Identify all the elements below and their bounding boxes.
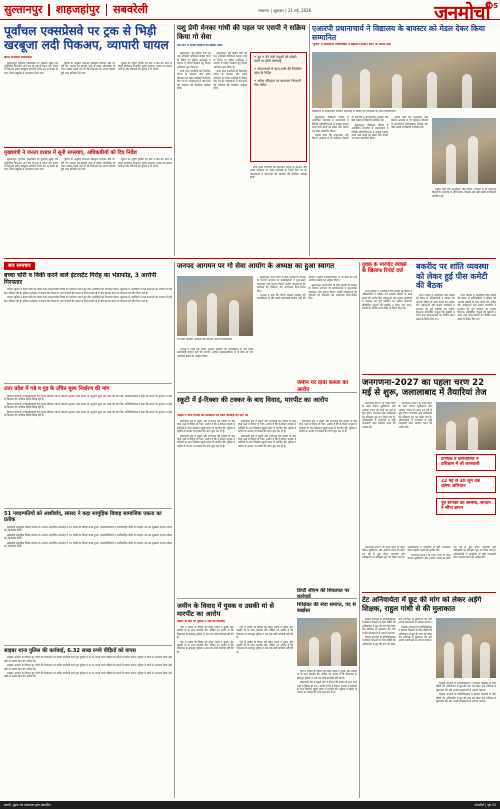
paragraph: सुल्तानपुर। पूर्वांचल एक्सप्रेसवे पर शुक्रवार सुबह एक अनियंत्रित पिकअप आगे चल रहे ट्रक से टकरा गई। हादसे में पिकअप सवार खरबूजा व्यापारी गंभीर रूप से घायल हो गया, जिसे एम्बुलेंस से अस्पताल भेजा गया। [4, 61, 58, 75]
highlight-box [436, 454, 496, 471]
story-body [4, 656, 172, 774]
headline: पशु प्रेमी मेनका गांधी की पहल पर एसपी ने सक्रिय किया गो सेवा [177, 24, 306, 41]
pullquote: • दूध न देने वाले पशुओं को छोड़ने वालों पर होगी कार्रवाई [254, 55, 303, 64]
person-figure [207, 293, 217, 336]
person-figure [468, 417, 478, 450]
highlight-box [436, 476, 496, 493]
paragraph: मुख्यमंत्री सामूहिक विवाह योजना के अंतर्गत आयोजित समारोह में 51 जोड़ों का विवाह संपन्न हुआ। जनप्रतिनिधियों ने नवविवाहित जोड़ों को उपहार भेंट कर सुखमय दांपत्य जीवन का आशीर्वाद दिया। [4, 533, 172, 541]
person-figure [229, 300, 239, 336]
divider [362, 592, 496, 593]
column-rule [174, 262, 175, 798]
pullquote: • अवैध परिवहन पर थानावार निगरानी टीम गठित [254, 79, 303, 88]
headline: शिक्षिका की सेवा समाप्त, पद से बर्खास्त [297, 602, 356, 614]
headline: एआरपी प्रधानाचार्य ने विद्यालय के बावस्टर को मेडल देकर किया सम्मानित [312, 24, 485, 42]
city-label: शाहजहांपुर [55, 3, 100, 16]
story-body [177, 348, 253, 378]
paragraph: पुलिस के अनुसार पिकअप खरबूजा लादकर मंडी जा रही थी। चालक को झपकी आने से वाहन अनियंत्रित हो गया। टक्कर इतनी तेज थी कि पिकअप का अगला हिस्सा बुरी तरह क्षतिग्रस्त हो गया। [61, 158, 115, 172]
paragraph: जनपद पुलिस ने बच्चा चोरी कर बेचने वाले अंतरराज्यीय गिरोह का पर्दाफाश करते हुए तीन आरोपियों को गिरफ्तार किया। पूछताछ में आरोपियों ने कई घटनाओं को अंजाम देने की बात स्वीकार की है। पुलिस अधीक्षक ने बताया कि गिरोह के अन्य सदस्यों की तलाश में टीमें लगाई गई हैं और बरामद बच्चे को परिजनों को सौंप दिया गया है। [4, 288, 172, 295]
subhead: दस दिन में गोवंश संरक्षण का खाका तैयार [177, 44, 223, 47]
photo-caption: गो सेवा आयोग अध्यक्ष का स्वागत करते पदाधिकारी [177, 338, 233, 341]
story-top-middle [177, 24, 307, 256]
headline: जमीन पर दावा कब्जा का आरोप [297, 380, 349, 393]
masthead-cities [4, 2, 148, 17]
headline: 51 नवदम्पतियों को आशीर्वाद, सांसद ने कहा सामूहिक विवाह सामाजिक एकता का प्रतीक [4, 508, 172, 524]
paragraph: उन्होंने कहा कि अनुशासन और निरंतर अभ्यास से ही सफलता मिलती है। समारोह में अभिभावक, शिक्षक और बड़ी संख्या में विद्यार्थी उपस्थित रहे। [391, 116, 428, 130]
paragraph: जनगणना-2027 के प्रथम चरण के तहत मकान सूचीकरण और आवास गणना का कार्य 22 मई से शुरू होगा। प्रगणकों और पर्यवेक्षकों का प्रशिक्षण पूरा कर लिया गया है। अधिकारियों ने नागरिकों से सही जानकारी देकर सहयोग करने की अपील की। [362, 546, 451, 560]
paragraph: गांव में जमीन के विवाद को लेकर दबंगों ने युवक और उसकी मां के साथ मारपीट की। पीड़ित का आरोप है कि शिकायत के बावजूद पुलिस ने अब तक कोई कार्रवाई नहीं की है। [297, 670, 357, 680]
divider [362, 374, 496, 375]
story-body [4, 395, 172, 505]
city-label: सुल्तानपुर [4, 3, 43, 16]
column-rule [174, 24, 175, 256]
story-body [4, 62, 172, 144]
paragraph: सुल्तानपुर। विद्यालय परिसर में आयोजित समारोह में प्रधानाचार्य ने विभिन्न प्रतियोगिताओं में उत्कृष्ट प्रदर्शन करने वाले छात्रों को मेडल और प्रमाण पत्र देकर सम्मानित किया। [351, 123, 389, 141]
page-number: 05 [488, 2, 498, 10]
paragraph: कोतवाली क्षेत्र में स्कूटी और ई-रिक्शा की टक्कर के बाद दोनों पक्षों में विवाद हो गया। आरोप है कि ई-रिक्शा चालक ने साथियों के साथ मिलकर स्कूटी सवार से मारपीट की। पुलिस ने तहरीर के आधार पर मामले की जांच शुरू कर दी है। [177, 434, 235, 448]
paragraph: कोतवाली क्षेत्र में स्कूटी और ई-रिक्शा की टक्कर के बाद दोनों पक्षों में विवाद हो गया। आरोप है कि ई-रिक्शा चालक ने साथियों के साथ मिलकर स्कूटी सवार से मारपीट की। पुलिस ने तहरीर के आधार पर मामले की जांच शुरू कर दी है। [299, 420, 357, 434]
story-body [4, 526, 172, 642]
person-figure [427, 72, 437, 108]
subhead: 'चुनाव' में वाॅलिंटियर गतिविधियों में बेहतरीन प्रदर्शन करने पर अर्पित सिंह [312, 43, 391, 46]
paragraph: शिक्षक संगठनों के प्रतिनिधिमंडल ने सेवारत शिक्षकों के लिए टीईटी की अनिवार्यता में छूट की मांग को लेकर नेता प्रतिपक्ष से मुलाकात की और अपनी समस्याओं से अवगत कराया। [362, 618, 396, 635]
story-body [4, 288, 172, 380]
paragraph: सुल्तानपुर। विद्यालय परिसर में आयोजित समारोह में प्रधानाचार्य ने विभिन्न प्रतियोगिताओं में उत्कृष्ट प्रदर्शन करने वाले छात्रों को मेडल और प्रमाण पत्र देकर सम्मानित किया। [312, 116, 349, 133]
paragraph: सूचना पर पहुंची यूपीडा की टीम ने क्रेन की मदद से वाहन हटवाकर यातायात सुचारु कराया। घायल का इलाज जारी है और परिजनों को सूचना दे दी गई है। [118, 61, 172, 72]
story-body [416, 294, 496, 370]
paragraph: सभी थाना प्रभारियों को निराश्रित गोवंश के संरक्षण और अवैध परिवहन पर सख्त कार्रवाई के निर्देश दिए गए हैं। गोशालाओं में चारे-पानी की व्यवस्था की नियमित समीक्षा होगी। [213, 70, 247, 91]
paragraph: शिक्षक संगठनों के प्रतिनिधिमंडल ने सेवारत शिक्षकों के लिए टीईटी की अनिवार्यता में छूट की मांग को लेकर नेता प्रतिपक्ष से मुलाकात की और अपनी समस्याओं से अवगत कराया। [436, 682, 496, 692]
paragraph: जनगणना-2027 के प्रथम चरण के तहत मकान सूचीकरण और आवास गणना का कार्य 22 मई से शुरू होगा। प्रगणकों और पर्यवेक्षकों का प्रशिक्षण पूरा कर लिया गया है। अधिकारियों ने नागरिकों से सही जानकारी देकर सहयोग करने की अपील की। [398, 402, 432, 429]
person-figure [309, 637, 319, 666]
divider [177, 598, 357, 599]
kicker: तहरीर के बाद भी पुलिस ने नहीं की कार्रवाई [177, 620, 225, 623]
person-figure [446, 144, 456, 184]
kicker: युवक के मारपीट व्यक्ति के खिलाफ रिपोर्ट दर्ज [362, 262, 407, 275]
paragraph: जनगणना-2027 के प्रथम चरण के तहत मकान सूचीकरण और आवास गणना का कार्य 22 मई से शुरू होगा। प्रगणकों और पर्यवेक्षकों का प्रशिक्षण पूरा कर लिया गया है। अधिकारियों ने नागरिकों से सही जानकारी देकर सहयोग करने की अपील की। [362, 402, 396, 429]
person-figure [462, 74, 472, 108]
paragraph: जनपद पुलिस ने बच्चा चोरी कर बेचने वाले अंतरराज्यीय गिरोह का पर्दाफाश करते हुए तीन आरोपियों को गिरफ्तार किया। पूछताछ में आरोपियों ने कई घटनाओं को अंजाम देने की बात स्वीकार की है। पुलिस अधीक्षक ने बताया कि गिरोह के अन्य सदस्यों की तलाश में टीमें लगाई गई हैं और बरामद बच्चे को परिजनों को सौंप दिया गया है। [4, 296, 172, 303]
kicker: पीड़ित ने थाना प्रभारी को शिकायत पत्र देकर कार्रवाई की मांग की [177, 414, 249, 417]
story-body [436, 682, 496, 798]
column-rule [359, 262, 360, 798]
headline: स्कूटी में ई-रिक्शा की टक्कर के बाद विवाद, मारपीट का आरोप [177, 396, 328, 404]
story-mid-right [362, 262, 496, 798]
paragraph: शिक्षक संगठनों के प्रतिनिधिमंडल ने सेवारत शिक्षकों के लिए टीईटी की अनिवार्यता में छूट की मांग को लेकर नेता प्रतिपक्ष से मुलाकात की और अपनी समस्याओं से अवगत कराया। [398, 625, 432, 643]
paragraph: साइबर अपराध के शिकार हुए लोगों की शिकायत पर त्वरित कार्रवाई करते हुए पुलिस ने 6.32 लाख रुपये पीड़ितों के खातों में वापस कराए। पुलिस ने लोगों से अनजान लिंक और कॉल से सतर्क रहने की अपील की। [4, 656, 172, 663]
paragraph: उन्होंने कहा कि अनुशासन और निरंतर अभ्यास से ही सफलता मिलती है। समारोह में अभिभावक, शिक्षक और बड़ी संख्या में विद्यार्थी उपस्थित रहे। [432, 188, 496, 198]
person-figure [468, 136, 478, 184]
paragraph: पुलिस के अनुसार पिकअप खरबूजा लादकर मंडी जा रही थी। चालक को झपकी आने से वाहन अनियंत्रित हो गया। टक्कर इतनी तेज थी कि पिकअप का अगला हिस्सा बुरी तरह क्षतिग्रस्त हो गया। [61, 61, 115, 75]
story-body [177, 52, 247, 256]
paragraph: गांव में जमीन के विवाद को लेकर दबंगों ने युवक और उसकी मां के साथ मारपीट की। पीड़ित का आरोप है कि शिकायत के बावजूद पुलिस ने अब तक कोई कार्रवाई नहीं की है। [236, 640, 293, 654]
event-photo [297, 618, 357, 666]
subhead: मुख्यमंत्री ने जनता दरबार में सुनी समस्याएं, अधिकारियों को दिए निर्देश [4, 147, 172, 157]
section-rule [4, 258, 496, 259]
headline: बच्चा चोरी व विकी करने वाले इंटरस्टेट गिरोह का भंडाफोड़, 3 आरोपी गिरफ्तार [4, 272, 157, 287]
story-body [362, 290, 412, 370]
pullquote: प्रगणक व कर्मचारियों ने प्रशिक्षण में ली जानकारी [441, 457, 480, 468]
event-photo [436, 402, 496, 450]
headline: उत्तर प्रदेश में गन्ने व गुड़ के उचित मूल्य निर्धारण की मांग [4, 383, 172, 393]
story-mid-center [177, 262, 357, 798]
story-body [362, 546, 496, 590]
pullquote: पूर्व सैनिकों की समस्या, संगठन ने सौंपा ज्ञापन [441, 501, 491, 512]
highlight-box [436, 498, 496, 515]
story-body [4, 158, 172, 246]
paragraph: सुल्तानपुर। उत्तर प्रदेश गो सेवा आयोग के अध्यक्ष के जनपद आगमन पर कार्यकर्ताओं ने फूल-माला पहनाकर भव्य स्वागत किया। उन्होंने गोशालाओं की व्यवस्था का निरीक्षण कर आवश्यक दिशा-निर्देश दिए। [308, 283, 357, 301]
story-top-right [312, 24, 496, 256]
story-body [297, 670, 357, 798]
column-rule [309, 24, 310, 256]
headline: जनगणना-2027 का पहला चरण 22 मई से शुरू, जलालाबाद में तैयारियां तेज [362, 378, 487, 399]
section-label: सार समाचार [4, 262, 35, 270]
person-figure [392, 74, 402, 108]
paragraph: शिक्षक संगठनों के प्रतिनिधिमंडल ने सेवारत शिक्षकों के लिए टीईटी की अनिवार्यता में छूट की मांग को लेकर नेता प्रतिपक्ष से मुलाकात की और अपनी समस्याओं से अवगत कराया। [436, 693, 496, 704]
paragraph: सभी थाना प्रभारियों को निराश्रित गोवंश के संरक्षण और अवैध परिवहन पर सख्त कार्रवाई के निर्देश दिए गए हैं। गोशालाओं में चारे-पानी की व्यवस्था की नियमित समीक्षा होगी। [250, 166, 307, 180]
paragraph: सुल्तानपुर। पूर्व केंद्रीय मंत्री एवं पशु अधिकार कार्यकर्ता मेनका गांधी के निर्देश पर पुलिस अधीक्षक ने जनपद में गोवंश संरक्षण हेतु विशेष अभियान शुरू किया है। [213, 52, 247, 69]
paragraph: थाना परिसर में आयोजित पीस कमेटी की बैठक में अधिकारियों ने त्योहार को आपसी सौहार्द के साथ मनाने की अपील की। धर्मगुरुओं और संभ्रांत नागरिकों ने प्रशासन को पूर्ण सहयोग का भरोसा दिलाया। प्रतिबंधित पशुओं की कुर्बानी न करने तथा साफ-सफाई का विशेष ध्यान रखने के निर्देश दिए गए। [362, 290, 412, 311]
paragraph: शिक्षक संगठनों के प्रतिनिधिमंडल ने सेवारत शिक्षकों के लिए टीईटी की अनिवार्यता में छूट की मांग को लेकर नेता प्रतिपक्ष से मुलाकात की और अपनी समस्याओं से अवगत कराया। [362, 618, 432, 646]
paragraph: मुख्यमंत्री सामूहिक विवाह योजना के अंतर्गत आयोजित समारोह में 51 जोड़ों का विवाह संपन्न हुआ। जनप्रतिनिधियों ने नवविवाहित जोड़ों को उपहार भेंट कर सुखमय दांपत्य जीवन का आशीर्वाद दिया। [4, 525, 172, 533]
paragraph: अध्यक्ष ने कहा कि गोवंश संरक्षण सरकार की प्राथमिकता है और इसमें लापरवाही बर्दाश्त नहीं की जाएगी। उन्होंने जनसहभागिता से गो सेवा को जन आंदोलन बनाने का आह्वान किया। [257, 276, 357, 301]
paragraph: अध्यक्ष ने कहा कि गोवंश संरक्षण सरकार की प्राथमिकता है और इसमें लापरवाही बर्दाश्त नहीं की जाएगी। उन्होंने जनसहभागिता से गो सेवा को जन आंदोलन बनाने का आह्वान किया। [177, 348, 253, 358]
paragraph: सुल्तानपुर। उत्तर प्रदेश गो सेवा आयोग के अध्यक्ष के जनपद आगमन पर कार्यकर्ताओं ने फूल-माला पहनाकर भव्य स्वागत किया। उन्होंने गोशालाओं की व्यवस्था का निरीक्षण कर आवश्यक दिशा-निर्देश दिए। [257, 276, 306, 293]
paragraph: जनगणना-2027 के प्रथम चरण के तहत मकान सूचीकरण और आवास गणना का कार्य 22 मई से शुरू होगा। प्रगणकों और पर्यवेक्षकों का प्रशिक्षण पूरा कर लिया गया है। अधिकारियों ने नागरिकों से सही जानकारी देकर सहयोग करने की अपील की। [407, 546, 496, 561]
paragraph: किसान संगठनों ने जिलाधिकारी को ज्ञापन सौंपकर गन्ने के बकाया भुगतान और लागत के अनुरूप मूल्य तय करने की मांग की। प्रतिनिधिमंडल ने कहा कि समय पर भुगतान न होने से किसानों की आर्थिक स्थिति बिगड़ रही है। [4, 402, 172, 410]
paragraph: कोतवाली क्षेत्र में स्कूटी और ई-रिक्शा की टक्कर के बाद दोनों पक्षों में विवाद हो गया। आरोप है कि ई-रिक्शा चालक ने साथियों के साथ मिलकर स्कूटी सवार से मारपीट की। पुलिस ने तहरीर के आधार पर मामले की जांच शुरू कर दी है। [238, 420, 296, 434]
divider [106, 4, 108, 16]
person-figure [187, 300, 197, 336]
person-figure [360, 69, 370, 108]
divider [48, 4, 50, 16]
paragraph: थाना परिसर में आयोजित पीस कमेटी की बैठक में अधिकारियों ने त्योहार को आपसी सौहार्द के साथ मनाने की अपील की। धर्मगुरुओं और संभ्रांत नागरिकों ने प्रशासन को पूर्ण सहयोग का भरोसा दिलाया। प्रतिबंधित पशुओं की कुर्बानी न करने तथा साफ-सफाई का विशेष ध्यान रखने के निर्देश दिए गए। [457, 294, 496, 321]
paragraph: गांव में जमीन के विवाद को लेकर दबंगों ने युवक और उसकी मां के साथ मारपीट की। पीड़ित का आरोप है कि शिकायत के बावजूद पुलिस ने अब तक कोई कार्रवाई नहीं की है। [177, 640, 234, 654]
paragraph: सुल्तानपुर। पूर्व केंद्रीय मंत्री एवं पशु अधिकार कार्यकर्ता मेनका गांधी के निर्देश पर पुलिस अधीक्षक ने जनपद में गोवंश संरक्षण हेतु विशेष अभियान शुरू किया है। [177, 52, 211, 69]
byline: हिन्दी जनमोर्चा संवाददाता [4, 56, 32, 59]
story-body [257, 276, 357, 376]
footer-imprint: स्वामी, मुद्रक एवं प्रकाशक द्वारा प्रकाशित [4, 803, 51, 807]
story-body [362, 402, 432, 542]
newspaper-logo: जनमोर्चा [434, 2, 490, 24]
event-photo [436, 618, 496, 678]
story-body [362, 618, 432, 798]
paragraph: सुल्तानपुर। पूर्वांचल एक्सप्रेसवे पर शुक्रवार सुबह एक अनियंत्रित पिकअप आगे चल रहे ट्रक से टकरा गई। हादसे में पिकअप सवार खरबूजा व्यापारी गंभीर रूप से घायल हो गया, जिसे एम्बुलेंस से अस्पताल भेजा गया। [4, 158, 58, 172]
paragraph: थाना परिसर में आयोजित पीस कमेटी की बैठक में अधिकारियों ने त्योहार को आपसी सौहार्द के साथ मनाने की अपील की। धर्मगुरुओं और संभ्रांत नागरिकों ने प्रशासन को पूर्ण सहयोग का भरोसा दिलाया। प्रतिबंधित पशुओं की कुर्बानी न करने तथा साफ-सफाई का विशेष ध्यान रखने के निर्देश दिए गए। [416, 294, 455, 321]
person-figure [331, 632, 341, 666]
story-top-left [4, 24, 172, 256]
paragraph: उन्होंने कहा कि अनुशासन और निरंतर अभ्यास से ही सफलता मिलती है। समारोह में अभिभावक, शिक्षक और बड़ी संख्या में विद्यार्थी उपस्थित रहे। [312, 116, 389, 141]
person-figure [480, 642, 490, 678]
paragraph: गांव में जमीन के विवाद को लेकर दबंगों ने युवक और उसकी मां के साथ मारपीट की। पीड़ित का आरोप है कि शिकायत के बावजूद पुलिस ने अब तक कोई कार्रवाई नहीं की है। [236, 626, 293, 640]
headline: जनपद आगमन पर गो सेवा आयोग के अध्यक्ष का हुआ स्वागत [177, 262, 335, 270]
event-photo [177, 276, 253, 336]
paragraph: मुख्यमंत्री सामूहिक विवाह योजना के अंतर्गत आयोजित समारोह में 51 जोड़ों का विवाह संपन्न हुआ। जनप्रतिनिधियों ने नवविवाहित जोड़ों को उपहार भेंट कर सुखमय दांपत्य जीवन का आशीर्वाद दिया। [4, 541, 172, 548]
person-figure [444, 642, 454, 678]
paragraph: साइबर अपराध के शिकार हुए लोगों की शिकायत पर त्वरित कार्रवाई करते हुए पुलिस ने 6.32 लाख रुपये पीड़ितों के खातों में वापस कराए। पुलिस ने लोगों से अनजान लिंक और कॉल से सतर्क रहने की अपील की। [4, 672, 172, 679]
story-body [432, 188, 496, 256]
story-body [177, 420, 357, 590]
person-figure [446, 421, 456, 450]
issue-info: लखनऊ | शुक्रवार | 21 मई, 2026 [258, 8, 312, 13]
headline: टेट अनिवार्यता में छूट की मांग को लेकर अड़ेंगे शिक्षक, राहुल गांधी से की मुलाकात [362, 596, 482, 613]
paragraph: किसान संगठनों ने जिलाधिकारी को ज्ञापन सौंपकर गन्ने के बकाया भुगतान और लागत के अनुरूप मूल्य तय करने की मांग की। प्रतिनिधिमंडल ने कहा कि समय पर भुगतान न होने से किसानों की आर्थिक स्थिति बिगड़ रही है। [4, 410, 172, 417]
photo-caption: विद्यालय में आयोजित सम्मान समारोह में छात्रों एवं शिक्षकों के साथ प्रधानाचार्य [312, 110, 396, 113]
event-photo [432, 118, 496, 184]
page-footer [0, 801, 500, 809]
footer-page: जनमोर्चा | पृष्ठ 05 [474, 803, 496, 807]
story-body [177, 626, 293, 798]
paragraph: सूचना पर पहुंची यूपीडा की टीम ने क्रेन की मदद से वाहन हटवाकर यातायात सुचारु कराया। घायल का इलाज जारी है और परिजनों को सूचना दे दी गई है। [118, 158, 172, 168]
pullquote: 22 मई से 30 जून तक चलेगा अभियान [441, 479, 481, 490]
headline: साइबर थाना पुलिस की कार्रवाई, 6.32 लाख रुपये पीड़ितों को वापस [4, 645, 172, 655]
story-body [312, 116, 428, 256]
paragraph: गांव में जमीन के विवाद को लेकर दबंगों ने युवक और उसकी मां के साथ मारपीट की। पीड़ित का आरोप है कि शिकायत के बावजूद पुलिस ने अब तक कोई कार्रवाई नहीं की है। [177, 626, 234, 640]
paragraph: कोतवाली क्षेत्र में स्कूटी और ई-रिक्शा की टक्कर के बाद दोनों पक्षों में विवाद हो गया। आरोप है कि ई-रिक्शा चालक ने साथियों के साथ मिलकर स्कूटी सवार से मारपीट की। पुलिस ने तहरीर के आधार पर मामले की जांच शुरू कर दी है। [177, 420, 235, 434]
person-figure [462, 634, 472, 678]
paragraph: कोतवाली क्षेत्र में स्कूटी और ई-रिक्शा की टक्कर के बाद दोनों पक्षों में विवाद हो गया। आरोप है कि ई-रिक्शा चालक ने साथियों के साथ मिलकर स्कूटी सवार से मारपीट की। पुलिस ने तहरीर के आधार पर मामले की जांच शुरू कर दी है। [238, 434, 296, 448]
headline: बकरीद पर शांति व्यवस्था को लेकर हुई पीस कमेटी की बैठक [416, 262, 489, 290]
paragraph: सभी थाना प्रभारियों को निराश्रित गोवंश के संरक्षण और अवैध परिवहन पर सख्त कार्रवाई के निर्देश दिए गए हैं। गोशालाओं में चारे-पानी की व्यवस्था की नियमित समीक्षा होगी। [177, 70, 211, 91]
event-photo [312, 52, 496, 108]
brief-news-column [4, 272, 172, 798]
paragraph: किसान संगठनों ने जिलाधिकारी को ज्ञापन सौंपकर गन्ने के बकाया भुगतान और लागत के अनुरूप मूल्य तय करने की मांग की। प्रतिनिधिमंडल ने कहा कि समय पर भुगतान न होने से किसानों की आर्थिक स्थिति बिगड़ रही है। [4, 394, 172, 402]
masthead [0, 0, 500, 24]
person-figure [332, 74, 342, 108]
city-label: सबवरेली [113, 3, 148, 16]
paragraph: कोतवाली क्षेत्र में स्कूटी और ई-रिक्शा की टक्कर के बाद दोनों पक्षों में विवाद हो गया। आरोप है कि ई-रिक्शा चालक ने साथियों के साथ मिलकर स्कूटी सवार से मारपीट की। पुलिस ने तहरीर के आधार पर मामले की जांच शुरू कर दी है। [297, 681, 357, 695]
pullquote: • गोशालाओं में चारा-पानी की नियमित जांच के निर्देश [254, 67, 303, 76]
divider [177, 392, 357, 393]
paragraph: साइबर अपराध के शिकार हुए लोगों की शिकायत पर त्वरित कार्रवाई करते हुए पुलिस ने 6.32 लाख रुपये पीड़ितों के खातों में वापस कराए। पुलिस ने लोगों से अनजान लिंक और कॉल से सतर्क रहने की अपील की। [4, 664, 172, 671]
pullquote-box [250, 52, 307, 162]
headline: डिप्टी सीएम की शिकायत पर कार्रवाई [297, 588, 350, 600]
story-body [250, 166, 307, 256]
headline: जमीन के विवाद में युवक व उसकी मां से मारपीट का आरोप [177, 602, 274, 618]
headline: पूर्वांचल एक्सप्रेसवे पर ट्रक से भिड़ी खरबूजा लदी पिकअप, व्यापारी घायल [4, 24, 169, 52]
